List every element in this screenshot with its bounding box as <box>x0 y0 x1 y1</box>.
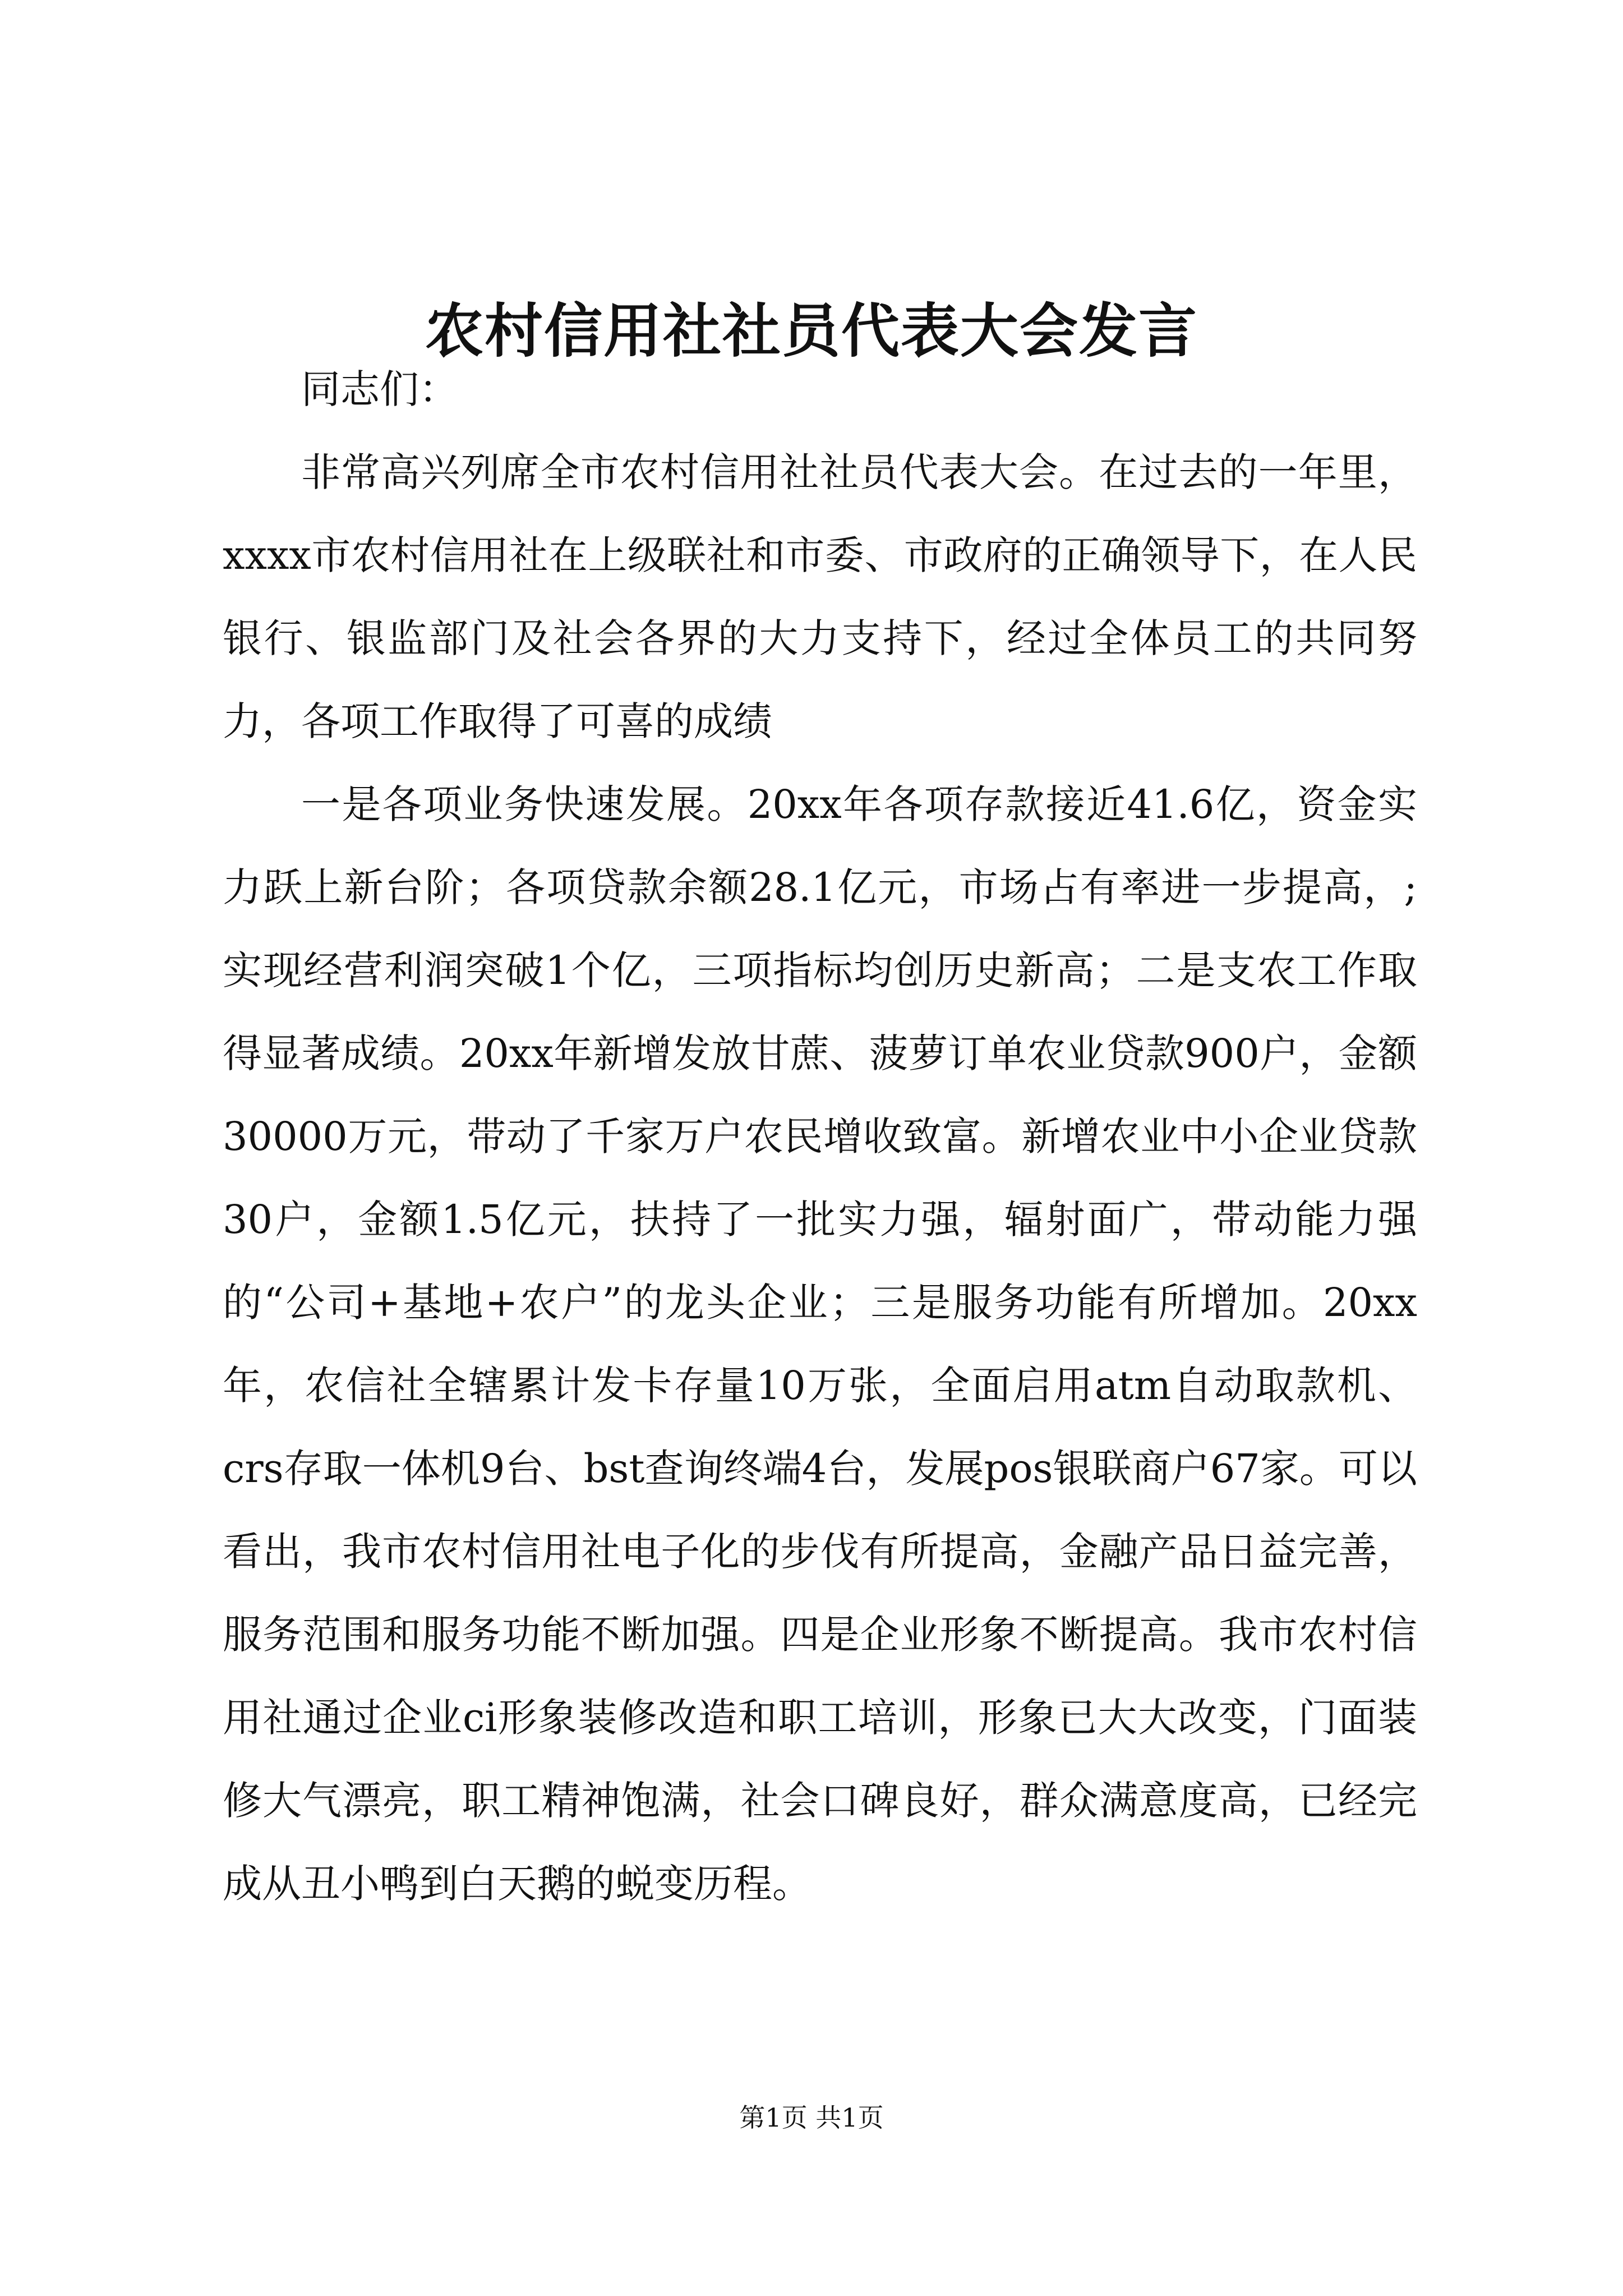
document-body <box>223 348 1417 1925</box>
paragraph-achievements: 一是各项业务快速发展。20xx年各项存款接近41.6亿，资金实力跃上新台阶；各项贷款余额28.1亿元，市场占有率进一步提高，;实现经营利润突破1个亿，三项指标均创历史新高；二是支农工作取得显著成绩。20xx年新增发放甘蔗、菠萝订单农业贷款900户，金额30000万元，带动了千家万户农民增收致富。新增农业中小企业贷款30户，金额1.5亿元，扶持了一批实力强，辐射面广，带动能力强的“公司+基地+农户”的龙头企业；三是服务功能有所增加。20xx年，农信社全辖累计发卡存量10万张，全面启用atm自动取款机、crs存取一体机9台、bst查询终端4台，发展pos银联商户67家。可以看出，我市农村信用社电子化的步伐有所提高，金融产品日益完善，服务范围和服务功能不断加强。四是企业形象不断提高。我市农村信用社通过企业ci形象装修改造和职工培训，形象已大大改变，门面装修大气漂亮，职工精神饱满，社会口碑良好，群众满意度高，已经完成从丑小鸭到白天鹅的蜕变历程。 <box>223 781 1417 1907</box>
page-title: 农村信用社社员代表大会发言 <box>425 296 1198 365</box>
salutation: 同志们： <box>301 366 458 412</box>
page-number-footer: 第1页 共1页 <box>739 2102 884 2133</box>
paragraph-intro: 非常高兴列席全市农村信用社社员代表大会。在过去的一年里，xxxx市农村信用社在上级联社和市委、市政府的正确领导下，在人民银行、银监部门及社会各界的大力支持下，经过全体员工的共同努力，各项工作取得了可喜的成绩 <box>223 449 1417 744</box>
